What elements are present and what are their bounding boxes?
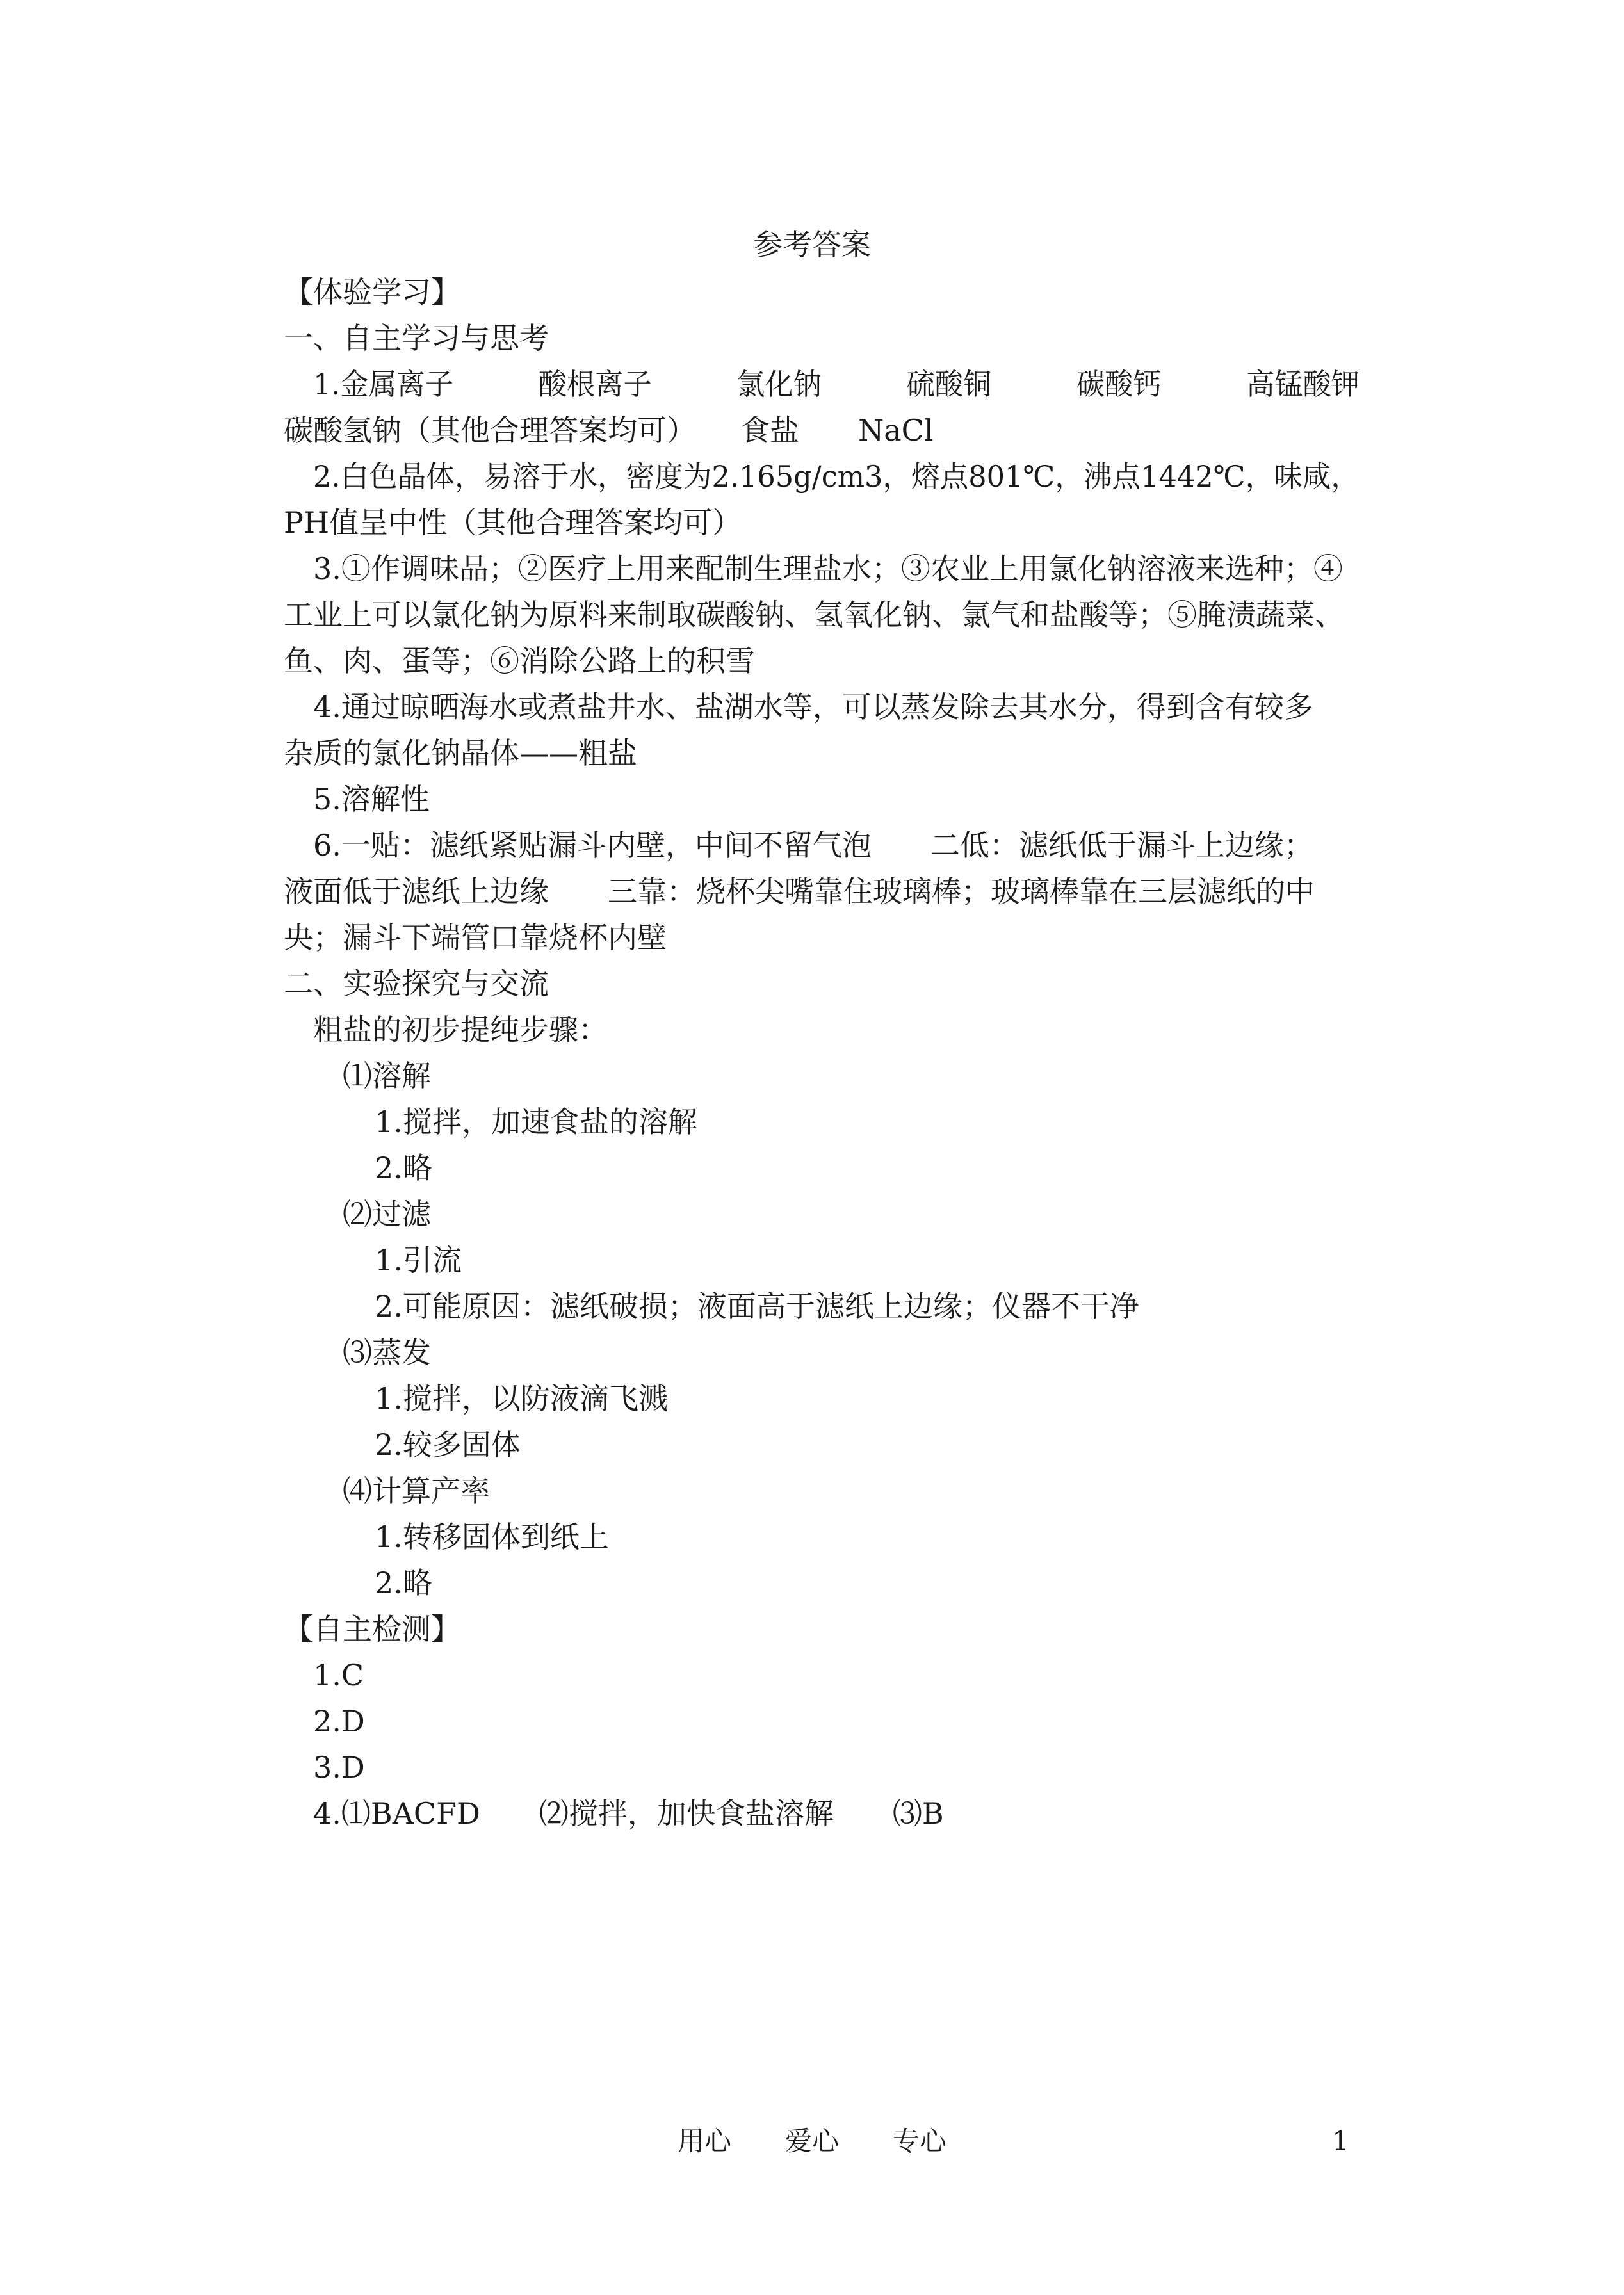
page-title: 参考答案 [753,227,871,262]
text-line: 2.略 [375,1566,432,1600]
text-line: 【自主检测】 [284,1612,460,1646]
text-line: 4.通过晾晒海水或煮盐井水、盐湖水等，可以蒸发除去其水分，得到含有较多 [313,690,1313,724]
text-line: 6.一贴：滤纸紧贴漏斗内壁，中间不留气泡 二低：滤纸低于漏斗上边缘； [313,828,1313,863]
text-line: 央；漏斗下端管口靠烧杯内壁 [284,920,667,955]
text-line: 杂质的氯化钠晶体——粗盐 [284,736,637,770]
text-line: 碳酸氢钠（其他合理答案均可） 食盐 NaCl [284,413,934,448]
text-line: 3.D [313,1750,365,1785]
text-line: 工业上可以氯化钠为原料来制取碳酸钠、氢氧化钠、氯气和盐酸等；⑤腌渍蔬菜、 [284,597,1344,632]
page-number: 1 [1332,2125,1349,2157]
text-line: 5.溶解性 [313,782,430,816]
text-line: 2.略 [375,1151,432,1185]
text-line: 2.可能原因：滤纸破损；液面高于滤纸上边缘；仪器不干净 [375,1289,1139,1324]
text-line: PH值呈中性（其他合理答案均可） [284,505,742,540]
text-line: 粗盐的初步提纯步骤： [313,1012,608,1047]
text-line: 3.①作调味品；②医疗上用来配制生理盐水；③农业上用氯化钠溶液来选种；④ [313,551,1343,586]
text-line: 2.D [313,1704,365,1739]
text-line: ⑴溶解 [343,1058,431,1093]
text-line: 一、自主学习与思考 [284,321,549,355]
text-line: ⑶蒸发 [343,1335,431,1370]
text-line: 液面低于滤纸上边缘 三靠：烧杯尖嘴靠住玻璃棒；玻璃棒靠在三层滤纸的中 [284,874,1315,909]
text-line: 【体验学习】 [284,275,460,309]
text-line: 1.C [313,1658,364,1692]
text-line: 1.搅拌，加速食盐的溶解 [375,1105,697,1139]
text-line: 4.⑴BACFD ⑵搅拌，加快食盐溶解 ⑶B [313,1796,944,1831]
text-line: ⑵过滤 [343,1197,431,1231]
text-line: 2.白色晶体，易溶于水，密度为2.165g/cm3，熔点801℃，沸点1442℃，味咸， [313,459,1360,494]
text-line: 1.搅拌，以防液滴飞溅 [375,1381,668,1416]
text-line: ⑷计算产率 [343,1473,490,1508]
footer-motto: 用心 爱心 专心 [677,2125,946,2157]
text-line: 1.金属离子 酸根离子 氯化钠 硫酸铜 碳酸钙 高锰酸钾 [313,367,1360,401]
answer-body [284,269,1360,1837]
text-line: 二、实验探究与交流 [284,966,549,1001]
text-line: 2.较多固体 [375,1427,521,1462]
text-line: 鱼、肉、蛋等；⑥消除公路上的积雪 [284,644,755,678]
text-line: 1.转移固体到纸上 [375,1520,609,1554]
text-line: 1.引流 [375,1243,462,1277]
